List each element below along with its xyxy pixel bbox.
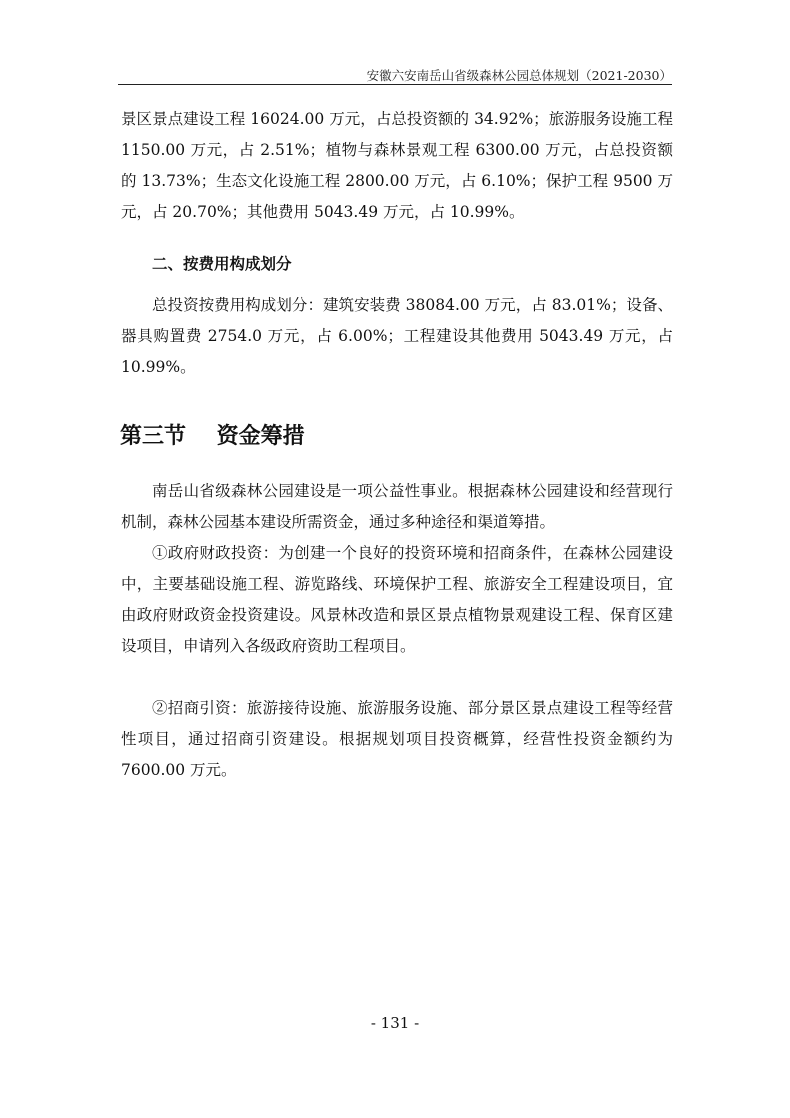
- section-heading-fundraising: 第三节 资金筹措: [120, 424, 305, 449]
- subheading-by-cost-structure: 二、按费用构成划分: [152, 255, 292, 273]
- running-header: 安徽六安南岳山省级森林公园总体规划（2021-2030）: [366, 68, 672, 83]
- paragraph-investment-by-project: 景区景点建设工程 16024.00 万元，占总投资额的 34.92%；旅游服务设施工程 1150.00 万元，占 2.51%；植物与森林景观工程 6300.00 万元，占总投资额的 13.73%；生态文化设施工程 2800.00 万元，占 6.10%；保护工程 9500 万元，占 20.70%；其他费用 5043.49 万元，占 10.99%。: [121, 110, 673, 221]
- paragraph-investment-by-cost: 总投资按费用构成划分：建筑安装费 38084.00 万元，占 83.01%；设备、器具购置费 2754.0 万元，占 6.00%；工程建设其他费用 5043.49 万元，占 10.99%。: [121, 296, 673, 376]
- header-rule: [118, 84, 672, 85]
- paragraph-fundraising-intro: 南岳山省级森林公园建设是一项公益性事业。根据森林公园建设和经营现行机制，森林公园基本建设所需资金，通过多种途径和渠道筹措。: [121, 482, 673, 531]
- page-number: - 131 -: [370, 1014, 420, 1032]
- paragraph-government-investment: ①政府财政投资：为创建一个良好的投资环境和招商条件，在森林公园建设中，主要基础设施工程、游览路线、环境保护工程、旅游安全工程建设项目，宜由政府财政资金投资建设。风景林改造和景区景点植物景观建设工程、保育区建设项目，申请列入各级政府资助工程项目。: [121, 544, 673, 655]
- paragraph-investment-attraction: ②招商引资：旅游接待设施、旅游服务设施、部分景区景点建设工程等经营性项目，通过招商引资建设。根据规划项目投资概算，经营性投资金额约为 7600.00 万元。: [121, 699, 673, 779]
